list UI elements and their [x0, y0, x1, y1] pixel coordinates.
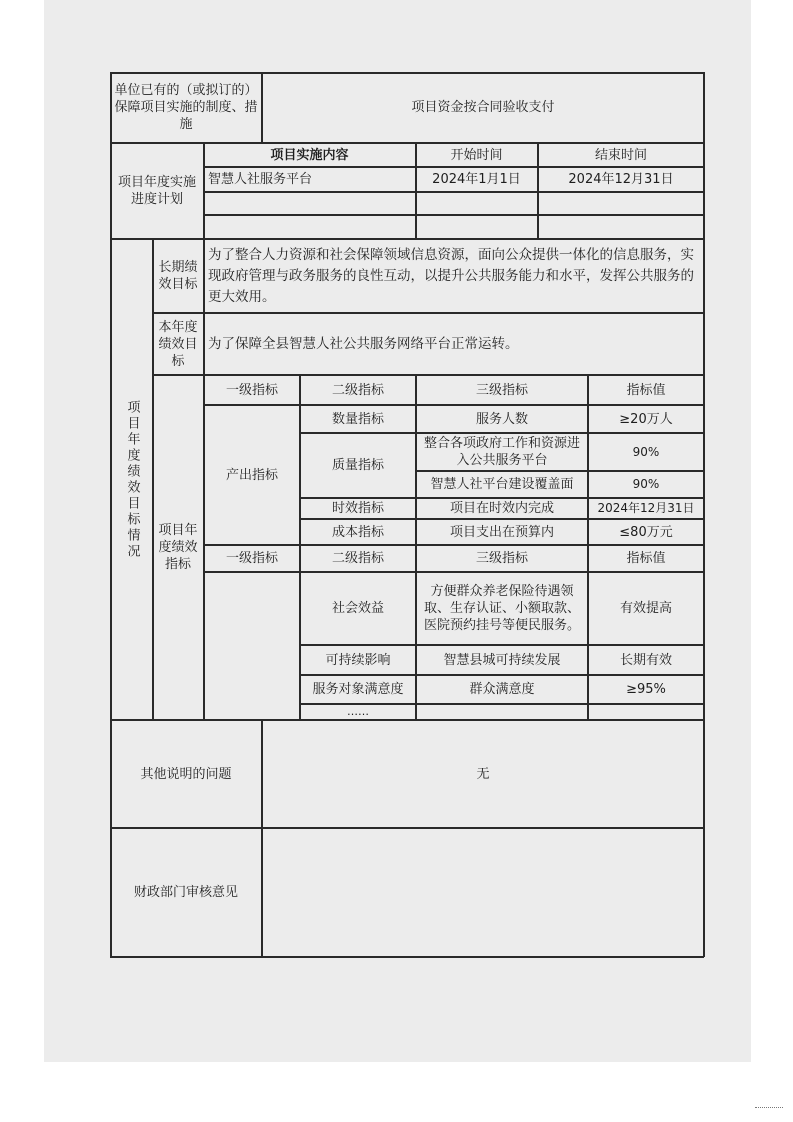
satisfaction-value: ≥95% — [626, 682, 666, 697]
schedule-header-content: 项目实施内容 — [270, 147, 349, 163]
scan-artifact — [755, 1107, 783, 1108]
effect-header-value: 指标值 — [626, 551, 666, 566]
timeliness-value: 2024年12月31日 — [597, 501, 695, 515]
finance-label: 财政部门审核意见 — [133, 885, 238, 900]
quality-level3-2: 智慧人社平台建设覆盖面 — [430, 477, 574, 492]
measures-value: 项目资金按合同验收支付 — [411, 100, 555, 115]
schedule-row-start: 2024年1月1日 — [432, 172, 521, 187]
effect-header-level3: 三级指标 — [475, 551, 528, 566]
quality-level2: 质量指标 — [331, 458, 384, 473]
other-value: 无 — [476, 766, 490, 782]
performance-section-label: 项目年度绩效目标情况 — [124, 399, 140, 560]
output-header-level3: 三级指标 — [475, 382, 528, 398]
effect-header-level1: 一级指标 — [225, 551, 278, 566]
timeliness-level3: 项目在时效内完成 — [449, 501, 554, 516]
schedule-header-end: 结束时间 — [594, 147, 647, 163]
annual-text: 为了保障全县智慧人社公共服务网络平台正常运转。 — [208, 335, 519, 352]
schedule-label: 项目年度实施进度计划 — [118, 175, 197, 207]
output-header-value: 指标值 — [626, 382, 666, 398]
quantity-level3: 服务人数 — [475, 411, 528, 427]
satisfaction-level3: 群众满意度 — [469, 682, 535, 697]
quantity-value: ≥20万人 — [619, 411, 673, 427]
long-term-label: 长期绩效目标 — [158, 260, 198, 292]
sustain-level2: 可持续影响 — [325, 652, 391, 668]
cost-value: ≤80万元 — [619, 524, 673, 540]
other-label: 其他说明的问题 — [140, 766, 232, 782]
sustain-level3: 智慧县城可持续发展 — [443, 652, 561, 668]
cost-level2: 成本指标 — [331, 524, 384, 540]
quality-value-2: 90% — [632, 477, 660, 491]
effect-header-level2: 二级指标 — [331, 551, 384, 566]
schedule-header-start: 开始时间 — [450, 147, 503, 163]
output-header-level1: 一级指标 — [225, 382, 278, 398]
quality-level3-1: 整合各项政府工作和资源进入公共服务平台 — [423, 436, 580, 468]
indicators-label: 项目年度绩效指标 — [158, 523, 198, 572]
timeliness-level2: 时效指标 — [331, 501, 384, 516]
sustain-value: 长期有效 — [619, 652, 672, 668]
satisfaction-level2: 服务对象满意度 — [312, 682, 404, 697]
social-level3: 方便群众养老保险待遇领取、生存认证、小额取款、医院预约挂号等便民服务。 — [423, 584, 580, 633]
schedule-row-end: 2024年12月31日 — [568, 172, 674, 187]
ellipsis: …… — [347, 705, 369, 718]
finance-value — [263, 829, 703, 956]
measures-label: 单位已有的（或拟订的）保障项目实施的制度、措施 — [114, 83, 258, 132]
long-term-text: 为了整合人力资源和社会保障领域信息资源，面向公众提供一体化的信息服务，实现政府管理与政务服务的良性互动，以提升公共服务能力和水平，发挥公共服务的更大效用。 — [208, 246, 694, 305]
social-level2: 社会效益 — [331, 601, 384, 616]
annual-label: 本年度绩效目标 — [158, 319, 198, 369]
quantity-level2: 数量指标 — [331, 411, 384, 427]
social-value: 有效提高 — [619, 601, 672, 616]
schedule-row-content: 智慧人社服务平台 — [208, 172, 313, 187]
output-header-level2: 二级指标 — [331, 382, 384, 398]
quality-value-1: 90% — [632, 444, 660, 459]
cost-level3: 项目支出在预算内 — [449, 524, 554, 540]
output-level1: 产出指标 — [225, 467, 278, 483]
